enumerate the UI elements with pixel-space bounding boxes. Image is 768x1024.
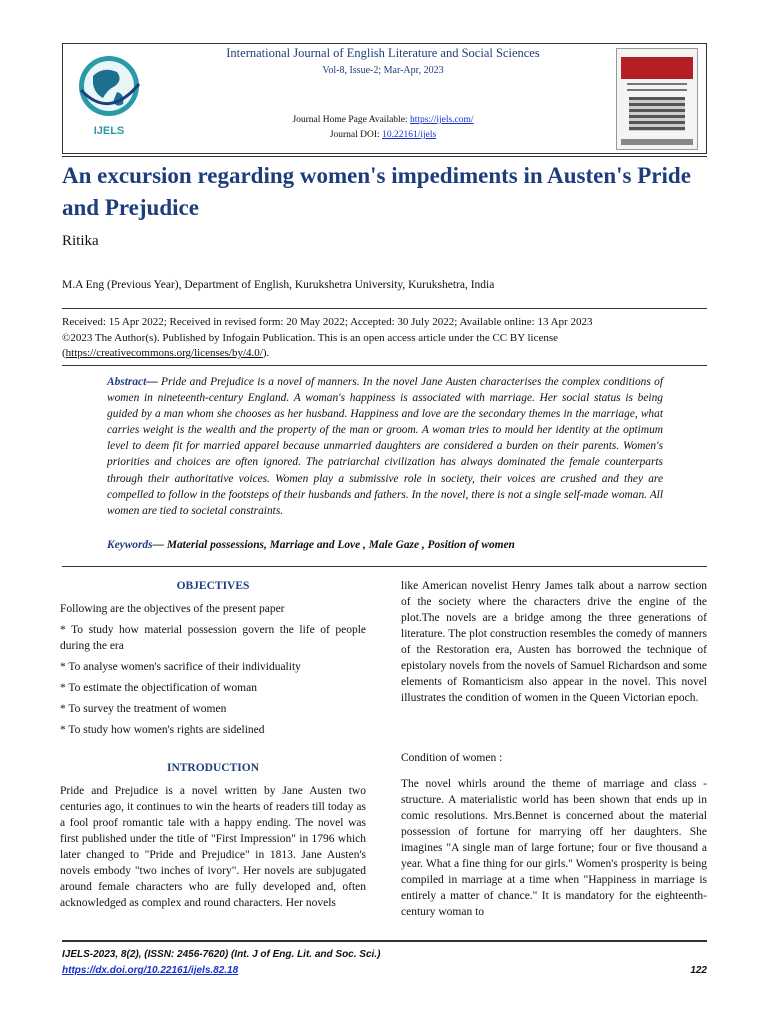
header-divider [62, 156, 707, 157]
abstract [107, 374, 663, 519]
meta-divider-top [62, 308, 707, 309]
article-title: An excursion regarding women's impediments in Austen's Pride and Prejudice [62, 163, 691, 220]
journal-title: International Journal of English Literature and Social Sciences [226, 46, 540, 60]
objective-item: * To study how women's rights are sidelined [60, 724, 265, 736]
meta-divider-bottom [62, 365, 707, 366]
objective-item: * To survey the treatment of women [60, 703, 227, 715]
introduction-text: Pride and Prejudice is a novel written by Jane Austen two centuries ago, it continues to win the hearts of readers till today as a fool proof romantic tale with a happy ending. The novel was first published under the title of "First Impression" in 1796 which later changed to "Pride and Prejudice" in 1813. Jane Austen's novels embody "two inches of ivory". Her novels are subjugated around female characters who are fully developed and, often acknowledged as complex and round characters. Her novels [60, 785, 366, 909]
right-para-1: like American novelist Henry James talk about a narrow section of the society where the characters drive the engine of the plot.The novels are a bridge among the three generations of literature. The plot construction resembles the comedy of manners of the Restoration era, Austen has borrowed the technique of epistolary novels from the novels of Samuel Richardson and some elements of Romanticism also appear in the novel. This novel illustrates the condition of women in the Queen Victorian epoch. [401, 580, 707, 704]
journal-doi [173, 130, 593, 140]
condition-subheading: Condition of women : [401, 752, 503, 764]
page-number: 122 [690, 965, 707, 976]
abstract-label: Abstract [107, 376, 147, 388]
abstract-dash: — [146, 376, 161, 388]
journal-volume: Vol-8, Issue-2; Mar-Apr, 2023 [322, 65, 444, 76]
objective-item: * To study how material possession govern the life of people during the era [60, 624, 366, 652]
journal-doi-label: Journal DOI: [329, 130, 380, 140]
keywords-label: Keywords [107, 539, 153, 551]
logo-text: IJELS [93, 125, 125, 137]
left-column [60, 578, 366, 916]
introduction-heading: INTRODUCTION [166, 762, 259, 774]
page-footer [62, 947, 707, 979]
license-close-paren: ). [262, 347, 270, 359]
journal-doi-link[interactable]: 10.22161/ijels [382, 130, 437, 140]
copyright-line: ©2023 The Author(s). Published by Infogain Publication. This is an open access article under the CC BY license [62, 331, 559, 344]
abstract-divider [62, 566, 707, 567]
author-affiliation: M.A Eng (Previous Year), Department of English, Kurukshetra University, Kurukshetra, India [62, 279, 495, 291]
journal-home-label: Journal Home Page Available: [292, 115, 408, 125]
license-open-paren: ( [62, 347, 66, 359]
abstract-text: Pride and Prejudice is a novel of manners. In the novel Jane Austen characterises the complex conditions of women in nineteenth-century England. A woman's happiness is associated with marriage. Her social status is being guided by a man whom she chooses as her husband. Happiness and love are the secondary themes in the marriage, what carries weight is the wealth and the property of the man or groom. A woman tries to mould her identity at the optimum level to deem fit for married apparel because unmarried daughters are considered a burden on their parents. Women's priorities and choices are often ignored. The patriarchal civilization has always dominated the female counterparts through their authoritative voices. Women play a submissive role in society, their voices are crushed and they are compelled to follow in the footsteps of their husbands and fathers. In the novel, there is not a single self-made woman. All women are tied to societal constraints. [107, 376, 663, 517]
objective-item: * To analyse women's sacrifice of their individuality [60, 661, 301, 673]
journal-cover-image [616, 48, 698, 150]
received-dates: Received: 15 Apr 2022; Received in revised form: 20 May 2022; Accepted: 30 July 2022; Available online: 13 Apr 2023 [62, 316, 593, 328]
journal-header [62, 43, 707, 154]
journal-home [173, 115, 593, 125]
footer-divider [62, 940, 707, 942]
objective-item: * To estimate the objectification of woman [60, 682, 257, 694]
keywords [107, 539, 663, 551]
objectives-intro: Following are the objectives of the present paper [60, 603, 285, 615]
keywords-text: Material possessions, Marriage and Love , Male Gaze , Position of women [166, 539, 515, 551]
right-column [401, 578, 707, 925]
article-author: Ritika [62, 233, 99, 249]
right-para-2: The novel whirls around the theme of marriage and class -structure. A materialistic world has been shown that ends up in comic resolutions. Mrs.Bennet is concerned about the material possession of fortune for marrying off her daughters. She imagines "A single man of large fortune; four or five thousand a year. What a fine thing for our girls." Women's prosperity is being compiled in marriage at a time when "Happiness in marriage is entirely a matter of chance." It is mandatory for the eighteenth-century woman to [401, 778, 707, 918]
footer-doi-link[interactable]: https://dx.doi.org/10.22161/ijels.82.18 [62, 965, 239, 976]
objectives-heading: OBJECTIVES [176, 580, 250, 592]
journal-home-link[interactable]: https://ijels.com/ [409, 115, 474, 125]
article-history [62, 315, 707, 362]
keywords-dash: — [152, 539, 167, 551]
license-line [62, 346, 707, 362]
license-link[interactable]: https://creativecommons.org/licenses/by/4.0/ [65, 347, 263, 359]
footer-citation: IJELS-2023, 8(2), (ISSN: 2456-7620) (Int. J of Eng. Lit. and Soc. Sci.) [62, 949, 381, 960]
journal-logo [73, 50, 145, 140]
